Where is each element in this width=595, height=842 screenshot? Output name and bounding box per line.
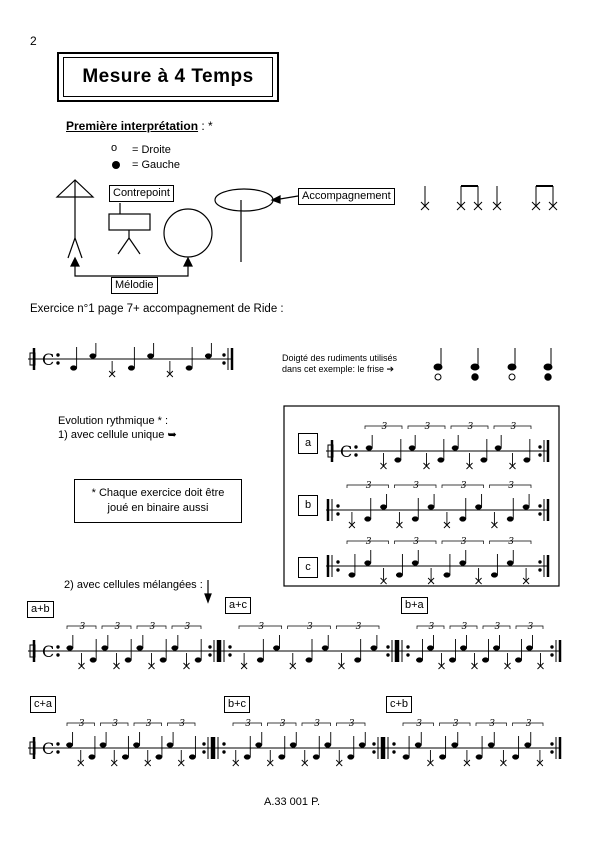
note-head: [476, 755, 482, 760]
page-number: 2: [30, 34, 37, 48]
repeat-dot: [57, 751, 59, 753]
combo-label-c-a: c+a: [30, 696, 56, 713]
melodie-label: Mélodie: [111, 277, 158, 294]
repeat-dot: [393, 743, 395, 745]
note-head: [354, 658, 360, 663]
note-head: [290, 743, 296, 748]
note-head: [366, 446, 372, 451]
note-head: [359, 743, 365, 748]
note-head: [427, 646, 433, 651]
cell-label-b: b: [298, 495, 318, 516]
note-head: [195, 658, 201, 663]
melodie-bracket-icon: [71, 258, 192, 276]
section-heading-label: Première interprétation: [66, 119, 199, 133]
repeat-dot: [223, 743, 225, 745]
note-head: [395, 458, 401, 463]
note-head: [481, 458, 487, 463]
note-head: [525, 743, 531, 748]
exercise-line: Exercice n°1 page 7+ accompagnement de Ride :: [30, 303, 284, 315]
triplet-number: 3: [428, 622, 435, 632]
triplet-number: 3: [508, 537, 514, 547]
note-head: [100, 743, 106, 748]
repeat-dot: [539, 446, 541, 448]
triplet-number: 3: [413, 537, 419, 547]
triplet-number: 3: [245, 719, 251, 729]
note-head: [416, 658, 422, 663]
combo-label-a-b: a+b: [27, 601, 54, 618]
triplet-number: 3: [452, 719, 459, 729]
repeat-dot: [407, 654, 409, 656]
note-head: [428, 505, 434, 510]
accompagnement-label: Accompagnement: [298, 188, 395, 205]
note-head: [205, 354, 211, 359]
left-hand-label: = Gauche: [132, 159, 181, 171]
triplet-number: 3: [525, 719, 532, 729]
triplet-number: 3: [365, 537, 372, 547]
triplet-number: 3: [348, 719, 355, 729]
note-head: [102, 646, 108, 651]
repeat-dot: [407, 646, 409, 648]
note-head: [507, 561, 513, 566]
triplet-number: 3: [413, 481, 419, 491]
note-head: [70, 366, 76, 371]
note-head: [156, 755, 162, 760]
accompagnement-arrow-icon: [272, 196, 298, 203]
common-time-icon: C: [42, 739, 55, 758]
triplet-number: 3: [112, 719, 118, 729]
ride-cymbal-icon: [215, 189, 273, 262]
note-head: [512, 755, 518, 760]
repeat-dot: [229, 654, 231, 656]
note-head: [90, 658, 96, 663]
note-head: [493, 646, 499, 651]
note-head: [137, 646, 143, 651]
triplet-number: 3: [307, 622, 313, 632]
note-head: [491, 573, 497, 578]
note-head: [325, 743, 331, 748]
note-head: [66, 743, 72, 748]
repeat-dot: [223, 354, 225, 356]
combo-label-b-c: b+c: [224, 696, 250, 713]
triplet-number: 3: [78, 719, 85, 729]
note-head: [482, 658, 488, 663]
triplet-number: 3: [365, 481, 372, 491]
note-head: [524, 458, 530, 463]
repeat-dot: [337, 505, 339, 507]
combo-label-c-b: c+b: [386, 696, 412, 713]
repeat-dot: [393, 751, 395, 753]
note-head: [365, 517, 371, 522]
triplet-number: 3: [114, 622, 121, 632]
triplet-number: 3: [381, 422, 388, 432]
note-head: [167, 743, 173, 748]
triplet-number: 3: [424, 422, 431, 432]
mixed-title: 2) avec cellules mélangées :: [64, 579, 203, 591]
repeat-dot: [551, 751, 553, 753]
note-head: [526, 646, 532, 651]
repeat-dot: [57, 362, 59, 364]
triplet-number: 3: [79, 622, 86, 632]
note-head: [439, 755, 445, 760]
repeat-dot: [57, 743, 59, 745]
triplet-number: 3: [460, 481, 467, 491]
note-head: [133, 743, 139, 748]
note-head: [189, 755, 195, 760]
repeat-dot: [57, 646, 59, 648]
triplet-number: 3: [145, 719, 152, 729]
repeat-dot: [57, 354, 59, 356]
combo-label-a-c: a+c: [225, 597, 251, 614]
repeat-dot: [223, 751, 225, 753]
repeat-dot: [373, 751, 375, 753]
note-head: [449, 658, 455, 663]
note-head: [515, 658, 521, 663]
note-head: [89, 755, 95, 760]
repeat-dot: [209, 646, 211, 648]
right-hand-label: = Droite: [132, 144, 171, 156]
note-head: [488, 743, 494, 748]
triplet-number: 3: [527, 622, 534, 632]
repeat-dot: [387, 646, 389, 648]
repeat-dot: [209, 654, 211, 656]
note-head: [412, 517, 418, 522]
note-head: [256, 743, 262, 748]
triplet-number: 3: [314, 719, 320, 729]
fingering-note-line2: dans cet exemple: le frise ➔: [282, 364, 395, 374]
note-head: [186, 366, 192, 371]
note-head: [257, 658, 263, 663]
note-head: [371, 646, 377, 651]
repeat-dot: [229, 646, 231, 648]
repeat-dot: [223, 362, 225, 364]
repeat-dot: [337, 513, 339, 515]
triplet-number: 3: [467, 422, 474, 432]
triplet-number: 3: [510, 422, 517, 432]
note-head: [160, 658, 166, 663]
note-head: [313, 755, 319, 760]
repeat-dot: [539, 569, 541, 571]
note-head: [412, 561, 418, 566]
repeat-dot: [203, 743, 205, 745]
common-time-icon: C: [42, 350, 55, 369]
cymbal-stand-icon: [57, 180, 93, 258]
repeat-dot: [551, 743, 553, 745]
cell-label-c: c: [298, 557, 318, 578]
evolution-title: Evolution rythmique * :: [58, 415, 169, 427]
note-head: [403, 755, 409, 760]
repeat-dot: [539, 513, 541, 515]
repeat-dot: [551, 646, 553, 648]
note-head: [507, 517, 513, 522]
repeat-dot: [57, 654, 59, 656]
repeat-dot: [203, 751, 205, 753]
page-title: Mesure à 4 Temps: [63, 57, 273, 97]
note-head: [452, 446, 458, 451]
triplet-number: 3: [149, 622, 156, 632]
binary-note-line1: * Chaque exercice doit être: [91, 487, 225, 499]
triplet-number: 3: [416, 719, 422, 729]
note-head: [147, 354, 153, 359]
triplet-number: 3: [461, 622, 468, 632]
note-head: [306, 658, 312, 663]
triplet-number: 3: [508, 481, 514, 491]
note-head: [380, 505, 386, 510]
note-head: [495, 446, 501, 451]
note-head: [460, 517, 466, 522]
note-head: [396, 573, 402, 578]
repeat-dot: [539, 561, 541, 563]
triplet-number: 3: [279, 719, 286, 729]
triplet-number: 3: [494, 622, 501, 632]
repeat-dot: [355, 454, 357, 456]
repeat-dot: [337, 569, 339, 571]
note-head: [475, 505, 481, 510]
right-hand-symbol: o: [111, 142, 118, 154]
triplet-number: 3: [184, 622, 191, 632]
note-head: [415, 743, 421, 748]
note-head: [67, 646, 73, 651]
evolution-item1: 1) avec cellule unique ➥: [58, 429, 177, 441]
section-heading-suffix: : *: [198, 119, 213, 133]
note-head: [365, 561, 371, 566]
note-head: [244, 755, 250, 760]
common-time-icon: C: [42, 642, 55, 661]
note-head: [273, 646, 279, 651]
bass-drum-icon: [164, 209, 212, 257]
note-head: [523, 505, 529, 510]
note-head: [279, 755, 285, 760]
note-head: [409, 446, 415, 451]
repeat-dot: [551, 654, 553, 656]
common-time-icon: C: [340, 442, 353, 461]
repeat-dot: [355, 446, 357, 448]
note-head: [452, 743, 458, 748]
repeat-dot: [337, 561, 339, 563]
combo-label-b-a: b+a: [401, 597, 428, 614]
note-head: [122, 755, 128, 760]
cells-frame: [284, 406, 559, 586]
note-head: [128, 366, 134, 371]
fingering-notes: [434, 348, 552, 380]
note-head: [460, 646, 466, 651]
triplet-number: 3: [355, 622, 362, 632]
note-head: [444, 573, 450, 578]
cell-label-a: a: [298, 433, 318, 454]
repeat-dot: [373, 743, 375, 745]
note-head: [348, 755, 354, 760]
fingering-note-line1: Doigté des rudiments utilisés: [282, 353, 398, 363]
note-head: [172, 646, 178, 651]
note-head: [322, 646, 328, 651]
repeat-dot: [539, 454, 541, 456]
snare-drum-icon: [109, 214, 150, 254]
note-head: [125, 658, 131, 663]
repeat-dot: [387, 654, 389, 656]
note-head: [438, 458, 444, 463]
binary-note-line2: joué en binaire aussi: [107, 502, 209, 514]
note-head: [90, 354, 96, 359]
footer-code: A.33 001 P.: [264, 796, 321, 808]
note-head: [349, 573, 355, 578]
note-head: [460, 561, 466, 566]
ride-pattern: [421, 186, 557, 210]
triplet-number: 3: [489, 719, 495, 729]
triplet-number: 3: [258, 622, 265, 632]
triplet-number: 3: [460, 537, 467, 547]
triplet-number: 3: [179, 719, 185, 729]
contrepoint-label: Contrepoint: [109, 185, 174, 202]
repeat-dot: [539, 505, 541, 507]
